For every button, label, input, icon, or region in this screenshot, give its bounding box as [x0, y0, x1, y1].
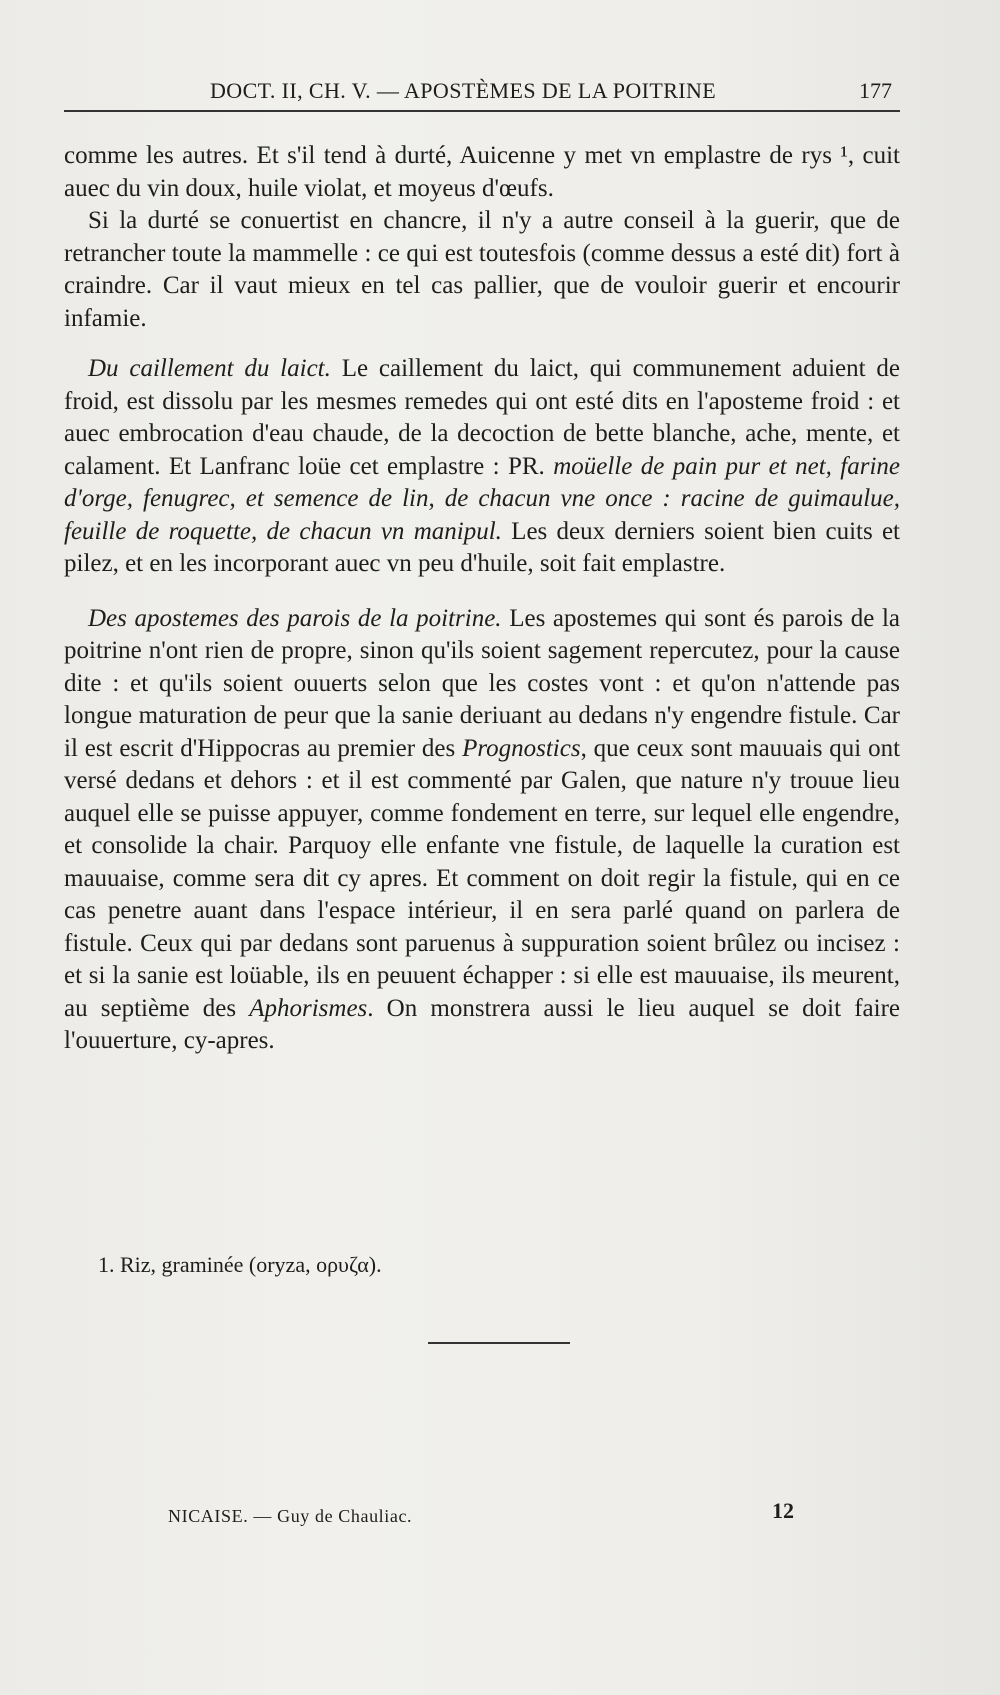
running-head-title: DOCT. II, CH. V. — APOSTÈMES DE LA POITRINE: [210, 78, 717, 103]
section-heading-parois: Des apostemes des parois de la poitrine.: [88, 604, 502, 632]
body-text: [64, 140, 900, 1058]
footnote: 1. Riz, graminée (oryza, ορυζα).: [98, 1252, 382, 1277]
paragraph-caillement-text-c: Les deux derniers soient bien cuits et pilez, et en les incorporant auec vn peu d'huile, soit fait emplastre.: [64, 517, 901, 577]
paragraph-parois-text-a: Les apostemes qui sont és parois de la poitrine n'ont rien de propre, sinon qu'ils soient sagement repercutez, pour la cause dite : et qu'ils soient ouuerts selon que les costes vont : et qu'on n'attende pas longue maturation de peur que la sanie deriuant au dedans n'y engendre fistule. Car il est escrit d'Hippocras au premier des: [64, 604, 901, 762]
paragraph-2: Si la durté se conuertist en chancre, il n'y a autre conseil à la guerir, que de retrancher toute la mammelle : ce qui est toutesfois (comme dessus a esté dit) fort à craindre. Car il vaut mieux en tel cas pallier, que de vouloir guerir et encourir infamie.: [64, 207, 900, 332]
footnote-rule: [428, 1342, 570, 1344]
work-title-prognostics: Prognostics: [462, 734, 581, 762]
paragraph-parois: [64, 603, 900, 1058]
signature-line: NICAISE. — Guy de Chauliac.: [168, 1506, 413, 1526]
work-title-aphorismes: Aphorismes: [249, 994, 368, 1022]
paragraph-caillement-text-a: Le caillement du laict, qui communement aduient de froid, est dissolu par les mesmes remedes qui ont esté dits en l'aposteme froid : et auec embrocation d'eau chaude, de la decoction de bette blanche, ache, mente, et calament. Et Lanfranc loüe cet emplastre : PR.: [64, 355, 901, 480]
header-rule: [64, 110, 900, 112]
signature-number: 12: [772, 1498, 794, 1523]
running-head: [64, 70, 900, 110]
page-number: 177: [859, 78, 892, 103]
section-heading-caillement: Du caillement du laict.: [88, 355, 331, 382]
paragraph-parois-text-c: , que ceux sont mauuais qui ont versé dedans et dehors : et il est commenté par Galen, que nature n'y trouue lieu auquel elle se puisse appuyer, comme fondement en terre, sur lequel elle engendre, et consolide la chair. Parquoy elle enfante vne fistule, de laquelle la curation est mauuaise, comme sera dit cy apres. Et comment on doit regir la fistule, qui en ce cas penetre auant dans l'espace intérieur, il en sera parlé quand on parlera de fistule. Ceux qui par dedans sont paruenus à suppuration soient brûlez ou incisez : et si la sanie est loüable, ils en peuuent échapper : si elle est mauuaise, ils meurent, au septième des: [64, 734, 901, 1022]
paragraph-parois-text-e: . On monstrera aussi le lieu auquel se doit faire l'ouuerture, cy-apres.: [64, 994, 900, 1054]
paragraph-1: comme les autres. Et s'il tend à durté, Auicenne y met vn emplastre de rys ¹, cuit auec du vin doux, huile violat, et moyeus d'œufs.: [64, 142, 900, 202]
paragraph-caillement-recipe: moüelle de pain pur et net, farine d'orge, fenugrec, et semence de lin, de chacun vne once : racine de guimaulue, feuille de roquette, de chacun vn manipul.: [64, 452, 900, 545]
paragraph-caillement: [64, 353, 900, 581]
